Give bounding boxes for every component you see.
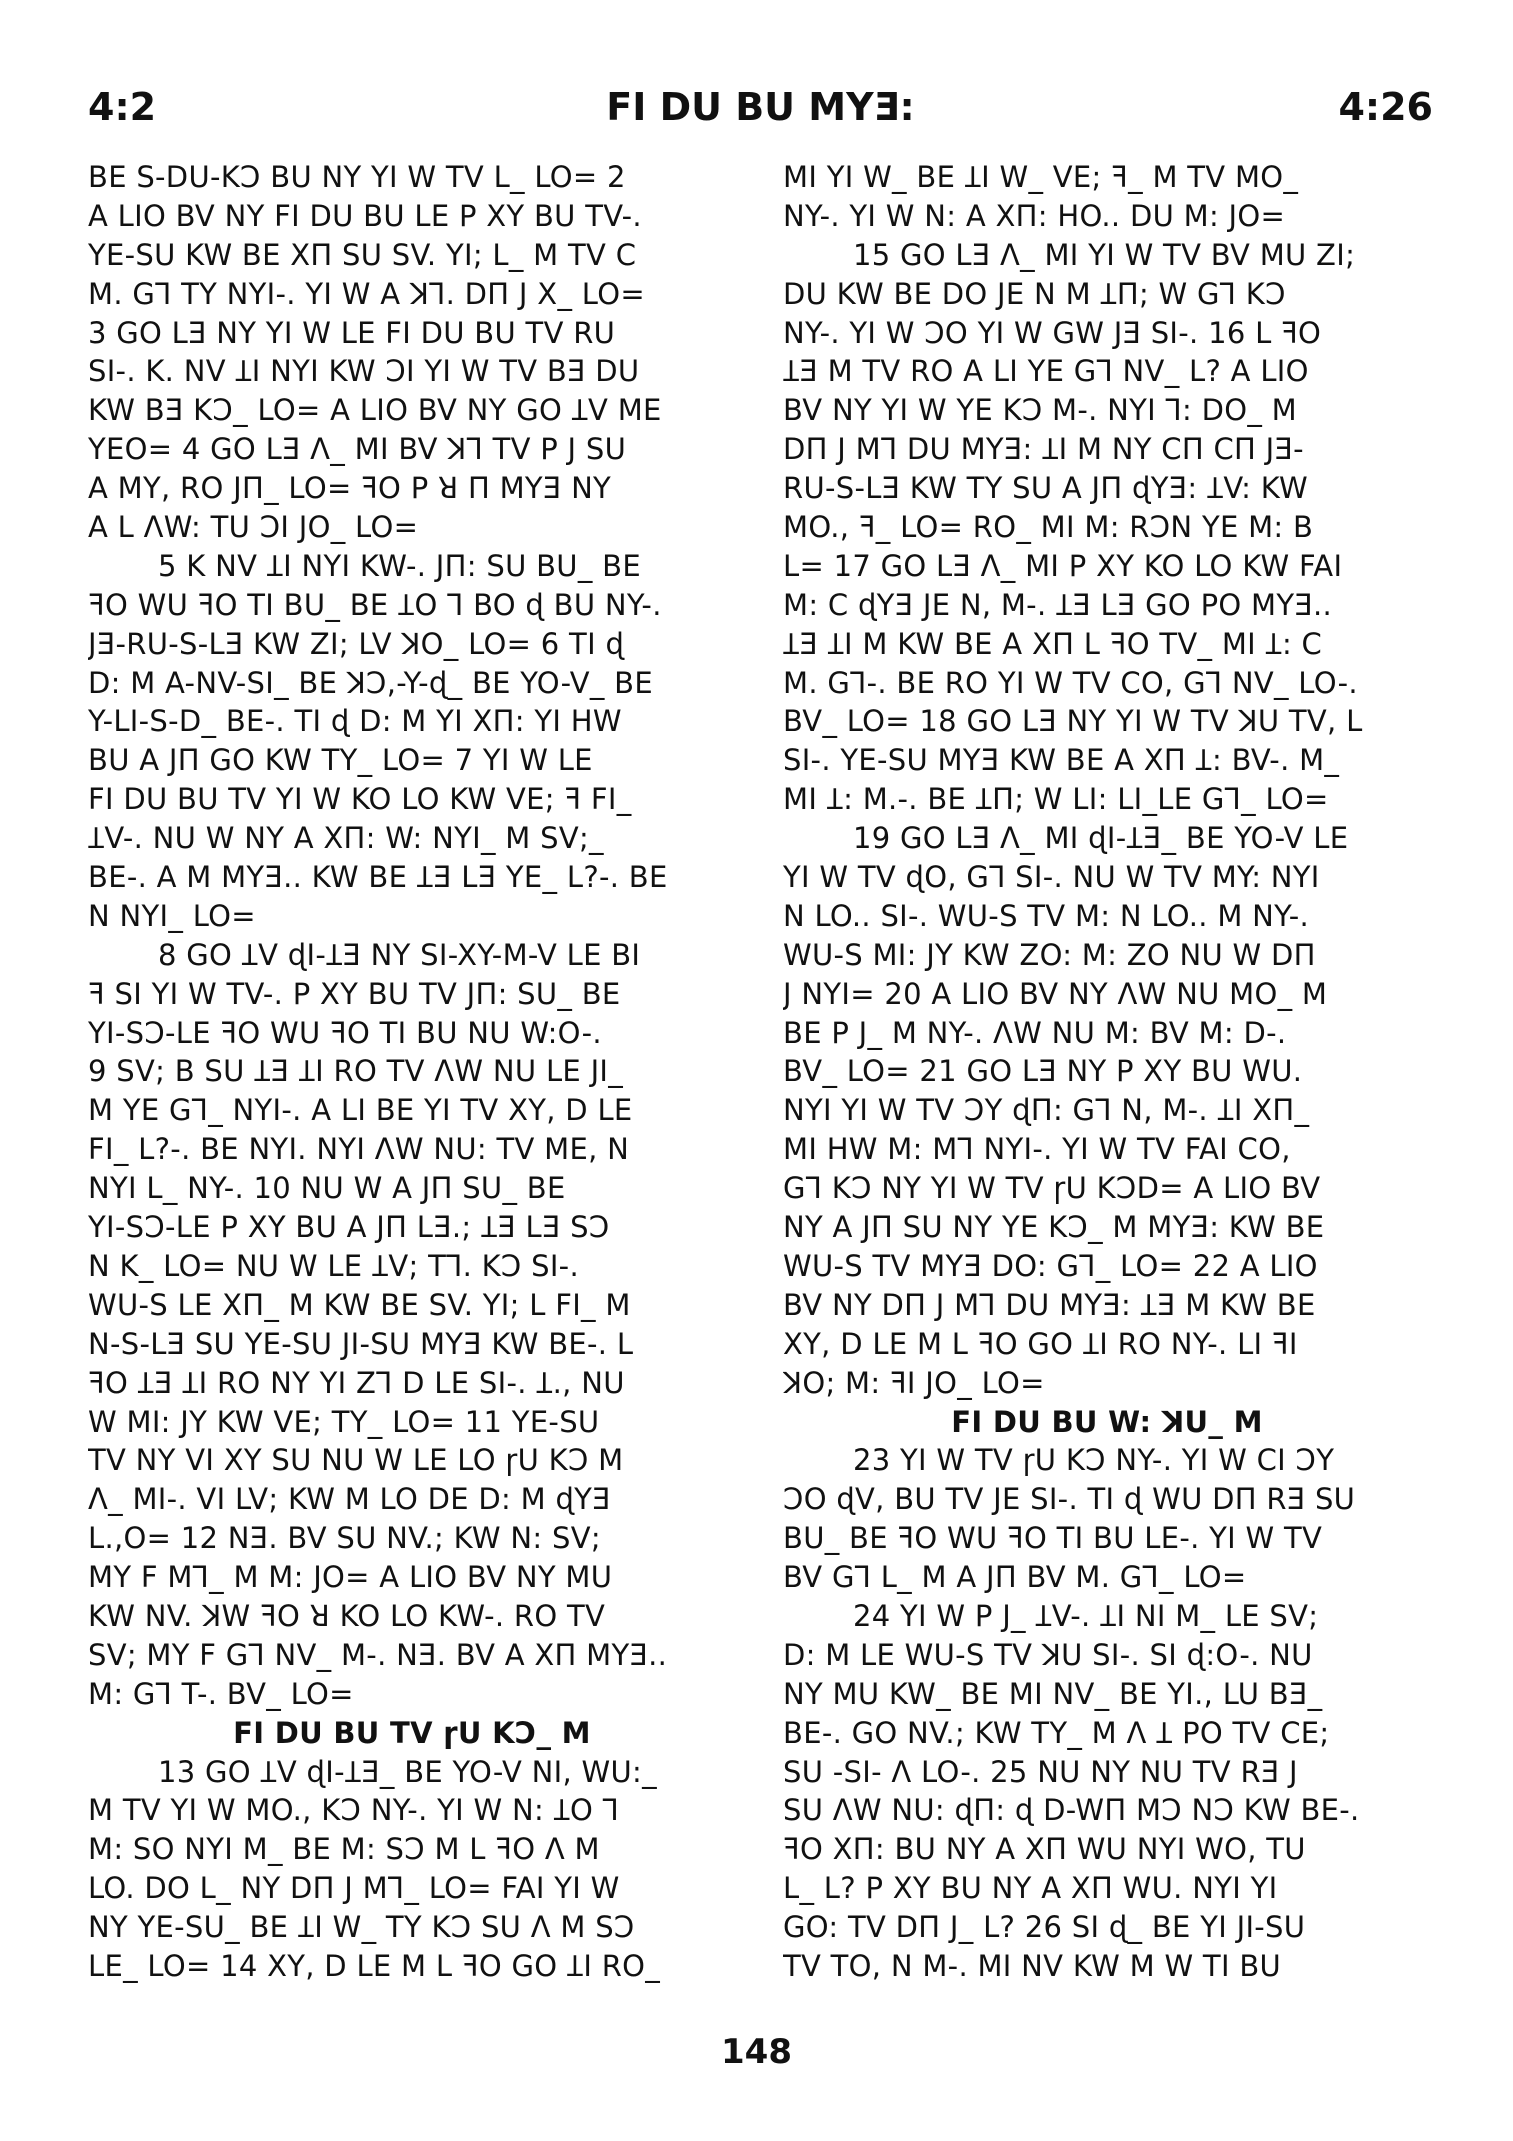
right-column: [783, 158, 1431, 1986]
text-line: ꞱƎ ꞱI M KW BE A XΠ L ꟻO TV_ MI Ʇ: C: [783, 626, 1323, 661]
text-line: ꟻO ꞱƎ ꞱI RO NY YI ZꞀ D LE SI-. Ʇ., NU: [88, 1365, 625, 1400]
text-line: TV TO, N M-. MI NV KW M W TI BU: [783, 1948, 1282, 1983]
text-line: BV NY DΠ J MꞀ DU MYƎ: ꞱƎ M KW BE: [783, 1287, 1316, 1322]
text-line: SU -SI- Λ LO-. 25 NU NY NU TV RƎ J: [783, 1754, 1298, 1789]
text-line: BE-. A M MYƎ.. KW BE ꞱƎ LƎ YE_ L?-. BE: [88, 860, 668, 895]
text-line: 8 GO ꞱV ɖI-ꞱƎ NY SI-XY-M-V LE BI: [158, 937, 641, 972]
text-line: YE-SU KW BE XΠ SU SV. YI; L_ M TV C: [88, 237, 637, 272]
text-line: BU_ BE ꟻO WU ꟻO TI BU LE-. YI W TV: [783, 1521, 1323, 1556]
text-line: M TV YI W MO., KƆ NY-. YI W N: ꞱO Ꞁ: [88, 1793, 620, 1828]
text-line: YI-SƆ-LE P XY BU A JΠ LƎ.; ꞱƎ LƎ SƆ: [88, 1210, 610, 1245]
text-line: ƆO ɖV, BU TV JE SI-. TI ɖ WU DΠ RƎ SU: [783, 1482, 1356, 1517]
text-line: BV_ LO= 18 GO LƎ NY YI W TV ꓘU TV, L: [783, 704, 1363, 739]
text-line: ꟻ SI YI W TV-. P XY BU TV JΠ: SU_ BE: [88, 976, 621, 1011]
text-line: JƎ-RU-S-LƎ KW ZI; LV ꓘO_ LO= 6 TI ɖ: [88, 626, 625, 661]
text-line: M: C ɖYƎ JE N, M-. ꞱƎ LƎ GO PO MYƎ..: [783, 587, 1332, 622]
text-line: FI DU BU TV YI W KO LO KW VE; ꟻ FI_: [88, 782, 632, 817]
chapter-verse-start: 4:2: [88, 85, 157, 129]
chapter-verse-end: 4:26: [1338, 85, 1433, 129]
text-line: L_ L? P XY BU NY A XΠ WU. NYI YI: [783, 1871, 1278, 1906]
text-line: 24 YI W P J_ ꞱV-. ꞱI NI M_ LE SV;: [853, 1598, 1319, 1633]
text-line: BV NY YI W YE KƆ M-. NYI Ꞁ: DO_ M: [783, 393, 1297, 428]
text-line: KW BƎ KƆ_ LO= A LIO BV NY GO ꞱV ME: [88, 393, 662, 428]
text-line: M: SO NYI M_ BE M: SƆ M L ꟻO Λ M: [88, 1832, 600, 1867]
text-line: N LO.. SI-. WU-S TV M: N LO.. M NY-.: [783, 898, 1310, 933]
text-line: 9 SV; B SU ꞱƎ ꞱI RO TV ΛW NU LE JI_: [88, 1054, 624, 1089]
text-line: A L ΛW: TU ƆI JO_ LO=: [88, 510, 419, 545]
text-line: NYI L_ NY-. 10 NU W A JΠ SU_ BE: [88, 1171, 566, 1206]
page-header: [88, 85, 1433, 145]
text-line: 19 GO LƎ Λ_ MI ɖI-ꞱƎ_ BE YO-V LE: [853, 821, 1349, 856]
text-line: NY MU KW_ BE MI NV_ BE YI., LU BƎ_: [783, 1676, 1323, 1711]
text-line: M. GꞀ-. BE RO YI W TV CO, GꞀ NV_ LO-.: [783, 665, 1358, 700]
text-line: SV; MY F GꞀ NV_ M-. NƎ. BV A XΠ MYƎ..: [88, 1637, 668, 1672]
text-line: A LIO BV NY FI DU BU LE P XY BU TV-.: [88, 198, 642, 233]
text-line: MI Ʇ: M.-. BE ꞱΠ; W LI: LI_LE GꞀ_ LO=: [783, 782, 1329, 817]
text-line: J NYI= 20 A LIO BV NY ΛW NU MO_ M: [783, 976, 1328, 1011]
text-line: YI W TV ɖO, GꞀ SI-. NU W TV MY: NYI: [783, 860, 1320, 895]
text-line: YEO= 4 GO LƎ Λ_ MI BV ꓘꞀ TV P J SU: [88, 432, 627, 467]
text-line: YI-SƆ-LE ꟻO WU ꟻO TI BU NU W:O-.: [88, 1015, 602, 1050]
text-line: BV GꞀ L_ M A JΠ BV M. GꞀ_ LO=: [783, 1560, 1247, 1595]
text-line: NY A JΠ SU NY YE KƆ_ M MYƎ: KW BE: [783, 1210, 1325, 1245]
text-line: ꞱV-. NU W NY A XΠ: W: NYI_ M SV;_: [88, 821, 604, 856]
text-line: WU-S MI: JY KW ZO: M: ZO NU W DΠ: [783, 937, 1316, 972]
text-line: WU-S LE XΠ_ M KW BE SV. YI; L FI_ M: [88, 1287, 631, 1322]
text-line: ꟻO XΠ: BU NY A XΠ WU NYI WO, TU: [783, 1832, 1306, 1867]
text-line: D: M A-NV-SI_ BE ꓘƆ,-Y-ɖ_ BE YO-V_ BE: [88, 665, 653, 700]
text-line: N NYI_ LO=: [88, 898, 256, 933]
text-line: M YE GꞀ_ NYI-. A LI BE YI TV XY, D LE: [88, 1093, 633, 1128]
text-line: MO., ꟻ_ LO= RO_ MI M: RƆN YE M: B: [783, 510, 1314, 545]
text-line: Λ_ MI-. VI LV; KW M LO DE D: M ɖYƎ: [88, 1482, 611, 1517]
text-line: M: GꞀ T-. BV_ LO=: [88, 1676, 354, 1711]
text-line: ꓘO; M: ꟻI JO_ LO=: [783, 1365, 1045, 1400]
text-line: SI-. K. NV ꞱI NYI KW ƆI YI W TV BƎ DU: [88, 354, 640, 389]
text-line: 23 YI W TV ɼU KƆ NY-. YI W CI ƆY: [853, 1443, 1335, 1478]
text-line: XY, D LE M L ꟻO GO ꞱI RO NY-. LI ꟻI: [783, 1326, 1298, 1361]
text-line: L= 17 GO LƎ Λ_ MI P XY KO LO KW FAI: [783, 548, 1343, 583]
text-line: MI HW M: MꞀ NYI-. YI W TV FAI CO,: [783, 1132, 1291, 1167]
text-line: NY-. YI W ƆO YI W GW JƎ SI-. 16 L ꟻO: [783, 315, 1322, 350]
text-line: DΠ J MꞀ DU MYƎ: ꞱI M NY CΠ CΠ JƎ-: [783, 432, 1304, 467]
text-line: NYI YI W TV ƆY ɖΠ: GꞀ N, M-. ꞱI XΠ_: [783, 1093, 1310, 1128]
book-title: FI DU BU MYƎ:: [606, 85, 915, 129]
text-line: N-S-LƎ SU YE-SU JI-SU MYƎ KW BE-. L: [88, 1326, 634, 1361]
text-line: W MI: JY KW VE; TY_ LO= 11 YE-SU: [88, 1404, 600, 1439]
text-line: BE P J_ M NY-. ΛW NU M: BV M: D-.: [783, 1015, 1287, 1050]
text-line: NY-. YI W N: A XΠ: HO.. DU M: JO=: [783, 198, 1286, 233]
text-line: 13 GO ꞱV ɖI-ꞱƎ_ BE YO-V NI, WU:_: [158, 1754, 657, 1789]
text-line: MY F MꞀ_ M M: JO= A LIO BV NY MU: [88, 1560, 613, 1595]
text-line: LE_ LO= 14 XY, D LE M L ꟻO GO ꞱI RO_: [88, 1948, 661, 1983]
text-line: SU ΛW NU: ɖΠ: ɖ D-WΠ MƆ NƆ KW BE-.: [783, 1793, 1360, 1828]
text-line: KW NV. ꓘW ꟻO ꓤ KO LO KW-. RO TV: [88, 1598, 606, 1633]
text-line: 15 GO LƎ Λ_ MI YI W TV BV MU ZI;: [853, 237, 1356, 272]
text-line: N K_ LO= NU W LE ꞱV; TꞀ. KƆ SI-.: [88, 1248, 579, 1283]
section-heading: FI DU BU TV ɼU KƆ_ M: [233, 1715, 591, 1750]
text-line: NY YE-SU_ BE ꞱI W_ TY KƆ SU Λ M SƆ: [88, 1910, 635, 1945]
text-line: 3 GO LƎ NY YI W LE FI DU BU TV RU: [88, 315, 616, 350]
text-line: TV NY VI XY SU NU W LE LO ɼU KƆ M: [88, 1443, 624, 1478]
text-line: GO: TV DΠ J_ L? 26 SI ɖ_ BE YI JI-SU: [783, 1910, 1306, 1945]
text-line: M. GꞀ TY NYI-. YI W A ꓘꞀ. DΠ J X_ LO=: [88, 276, 645, 311]
text-line: WU-S TV MYƎ DO: GꞀ_ LO= 22 A LIO: [783, 1248, 1318, 1283]
text-line: DU KW BE DO JE N M ꞱΠ; W GꞀ KƆ: [783, 276, 1286, 311]
page-number: 148: [721, 2032, 792, 2072]
text-line: A MY, RO JΠ_ LO= ꟻO P ꓤ Π MYƎ NY: [88, 471, 612, 506]
text-line: FI_ L?-. BE NYI. NYI ΛW NU: TV ME, N: [88, 1132, 630, 1167]
text-line: SI-. YE-SU MYƎ KW BE A XΠ Ʇ: BV-. M_: [783, 743, 1340, 778]
section-heading: FI DU BU W: ꓘU_ M: [951, 1404, 1263, 1439]
text-line: BE S-DU-KƆ BU NY YI W TV L_ LO= 2: [88, 160, 626, 194]
text-line: 5 K NV ꞱI NYI KW-. JΠ: SU BU_ BE: [158, 548, 641, 583]
text-line: ꟻO WU ꟻO TI BU_ BE ꞱO Ꞁ BO ɖ BU NY-.: [88, 587, 662, 622]
text-line: BU A JΠ GO KW TY_ LO= 7 YI W LE: [88, 743, 593, 778]
text-line: GꞀ KƆ NY YI W TV ɼU KƆD= A LIO BV: [783, 1171, 1321, 1206]
text-line: L.,O= 12 NƎ. BV SU NV.; KW N: SV;: [88, 1521, 601, 1556]
text-line: RU-S-LƎ KW TY SU A JΠ ɖYƎ: ꞱV: KW: [783, 471, 1308, 506]
left-column: [88, 158, 736, 1986]
text-line: BV_ LO= 21 GO LƎ NY P XY BU WU.: [783, 1054, 1303, 1089]
text-line: BE-. GO NV.; KW TY_ M Λ Ʇ PO TV CE;: [783, 1715, 1330, 1750]
text-line: ꞱƎ M TV RO A LI YE GꞀ NV_ L? A LIO: [783, 354, 1309, 389]
text-line: D: M LE WU-S TV ꓘU SI-. SI ɖ:O-. NU: [783, 1637, 1313, 1672]
text-line: Y-LI-S-D_ BE-. TI ɖ D: M YI XΠ: YI HW: [88, 704, 622, 739]
text-line: MI YI W_ BE ꞱI W_ VE; ꟻ_ M TV MO_: [783, 160, 1299, 194]
text-line: LO. DO L_ NY DΠ J MꞀ_ LO= FAI YI W: [88, 1871, 620, 1906]
